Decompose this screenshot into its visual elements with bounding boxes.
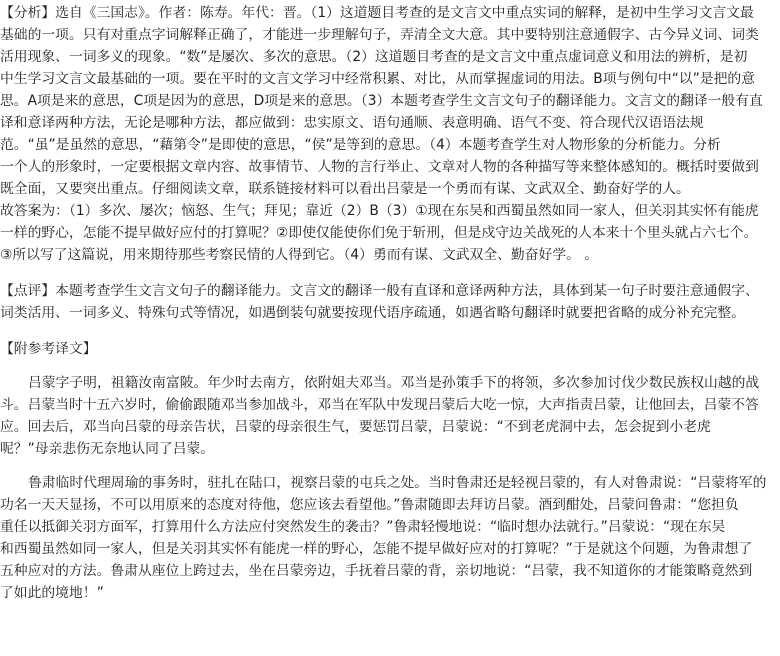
analysis-line: 既全面，又要突出重点。仔细阅读文章，联系链接材料可以看出吕蒙是一个勇而有谋、文武双全、勤奋好学的人。 xyxy=(0,181,690,197)
analysis-line: 中生学习文言文最基础的一项。要在平时的文言文学习中经常积累、对比，从而掌握虚词的用法。B项与例句中“以”是把的意 xyxy=(0,71,755,87)
analysis-line: 范。“虽”是虽然的意思，“藉第令”是即使的意思，“侯”是等到的意思。（4）本题考查学生对人物形象的分析能力。分析 xyxy=(0,137,721,153)
analysis-line: 【分析】选自《三国志》。作者：陈寿。年代：晋。（1）这道题目考查的是文言文中重点实词的解释，是初中生学习文言文最 xyxy=(0,5,754,21)
spacer xyxy=(0,360,780,372)
translation-line: 鲁肃临时代理周瑜的事务时，驻扎在陆口，视察吕蒙的屯兵之处。当时鲁肃还是轻视吕蒙的，有人对鲁肃说：“吕蒙将军的 xyxy=(28,475,767,491)
translation-heading: 【附参考译文】 xyxy=(0,341,97,357)
analysis-line: 活用现象、一词多义的现象。“数”是屡次、多次的意思。（2）这道题目考查的是文言文中重点虚词意义和用法的辨析，是初 xyxy=(0,49,748,65)
translation-paragraph-1 xyxy=(0,372,780,460)
analysis-line: 基础的一项。只有对重点字词解释正确了，才能进一步理解句子，弄清全文大意。其中要特别注意通假字、古今异义词、词类 xyxy=(0,27,759,43)
translation-line: 功名一天天显扬，不可以用原来的态度对待他，您应该去看望他。”鲁肃随即去拜访吕蒙。酒到酣处，吕蒙问鲁肃：“您担负 xyxy=(0,497,739,513)
translation-line: 斗。吕蒙当时十五六岁时，偷偷跟随邓当参加战斗，邓当在军队中发现吕蒙后大吃一惊，大声指责吕蒙，让他回去，吕蒙不答 xyxy=(0,397,759,413)
answer-line: ③所以写了这篇说，用来期待那些考察民情的人得到它。（4）勇而有谋、文武双全、勤奋好学。 。 xyxy=(0,247,599,263)
translation-line: 了如此的境地！” xyxy=(0,585,104,601)
comment-line: 词类活用、一词多义、特殊句式等情况，如遇倒装句就要按现代语序疏通，如遇省略句翻译时就要把省略的成分补充完整。 xyxy=(0,305,746,321)
translation-section xyxy=(0,338,780,604)
spacer xyxy=(0,324,780,338)
spacer xyxy=(0,460,780,472)
translation-line: 重任以抵御关羽方面军，打算用什么方法应付突然发生的袭击？”鲁肃轻慢地说：“临时想办法就行。”吕蒙说：“现在东吴 xyxy=(0,519,726,535)
translation-line: 应。回去后，邓当向吕蒙的母亲告状，吕蒙的母亲很生气，要惩罚吕蒙，吕蒙说：“不到老虎洞中去，怎会捉到小老虎 xyxy=(0,419,711,435)
comment-line: 【点评】本题考查学生文言文句子的翻译能力。文言文的翻译一般有直译和意译两种方法，具体到某一句子时要注意通假字、 xyxy=(0,283,759,299)
translation-line: 五种应对的方法。鲁肃从座位上跨过去，坐在吕蒙旁边，手抚着吕蒙的背，亲切地说：“吕蒙，我不知道你的才能策略竟然到 xyxy=(0,563,753,579)
answer-line: 一样的野心，怎能不提早做好应付的打算呢？②即使仅能使你们免于斩刑，但是戍守边关战死的人本来十个里头就占六七个。 xyxy=(0,225,758,241)
comment-section xyxy=(0,280,780,324)
spacer xyxy=(0,266,780,280)
analysis-line: 译和意译两种方法，无论是哪种方法，都应做到：忠实原文、语句通顺、表意明确、语气不变、符合现代汉语语法规 xyxy=(0,115,704,131)
translation-line: 吕蒙字子明，祖籍汝南富陂。年少时去南方，依附姐夫邓当。邓当是孙策手下的将领，多次参加讨伐少数民族权山越的战 xyxy=(28,375,760,391)
analysis-line: 一个人的形象时，一定要根据文章内容、故事情节、人物的言行举止、文章对人物的各种描写等来整体感知的。概括时要做到 xyxy=(0,159,759,175)
analysis-section xyxy=(0,2,780,266)
translation-paragraph-2 xyxy=(0,472,780,604)
translation-line: 和西蜀虽然如同一家人，但是关羽其实怀有能虎一样的野心，怎能不提早做好应对的打算呢？”于是就这个问题，为鲁肃想了 xyxy=(0,541,753,557)
translation-line: 呢？”母亲悲伤无奈地认同了吕蒙。 xyxy=(0,441,215,457)
answer-line: 故答案为：（1）多次、屡次；恼怒、生气；拜见；靠近（2）B（3）①现在东吴和西蜀虽然如同一家人，但关羽其实怀有能虎 xyxy=(0,203,759,219)
analysis-line: 思。A项是来的意思，C项是因为的意思，D项是来的意思。（3）本题考查学生文言文句子的翻译能力。文言文的翻译一般有直 xyxy=(0,93,763,109)
